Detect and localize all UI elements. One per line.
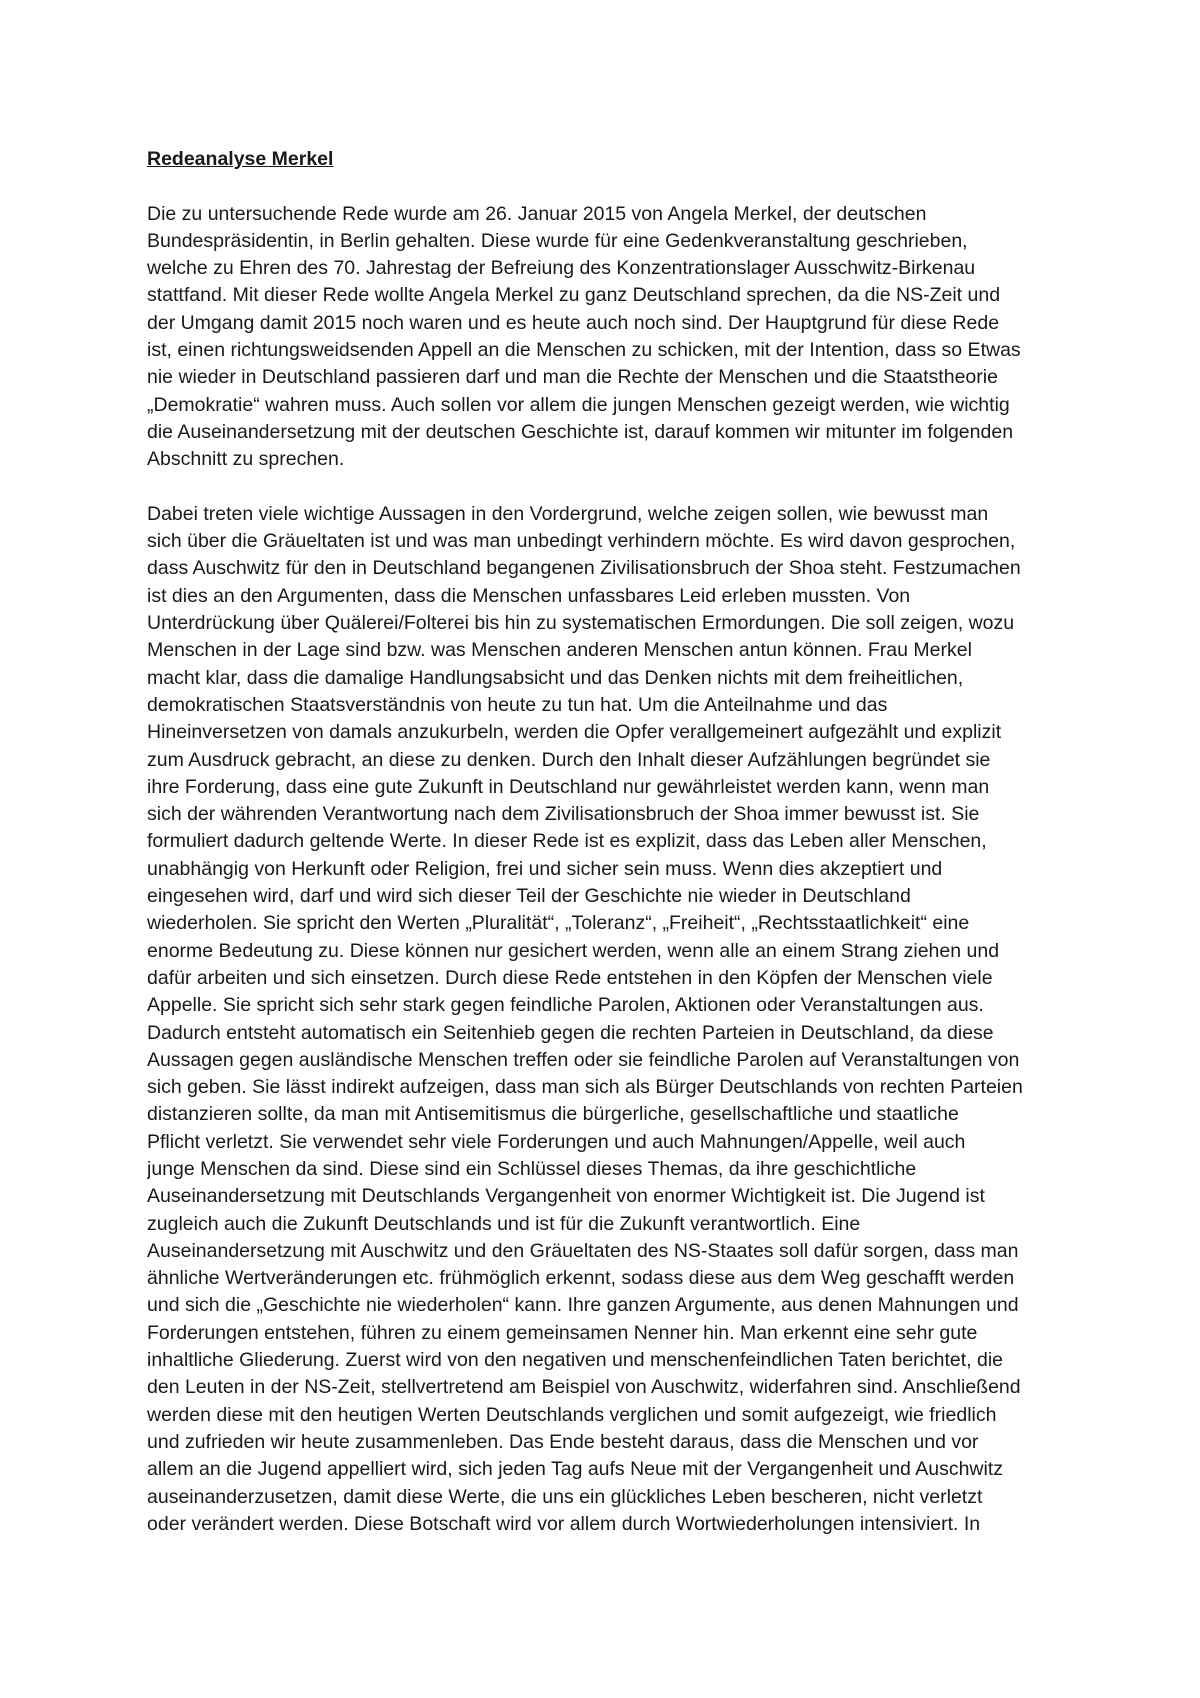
text-line: Auseinandersetzung mit Deutschlands Vergangenheit von enormer Wichtigkeit ist. Die Jugend ist [147, 1185, 985, 1208]
text-line: Abschnitt zu sprechen. [147, 448, 345, 471]
text-line: enorme Bedeutung zu. Diese können nur gesichert werden, wenn alle an einem Strang ziehen und [147, 939, 1000, 962]
paragraph-2 [147, 501, 1053, 1538]
text-line: formuliert dadurch geltende Werte. In dieser Rede ist es explizit, dass das Leben aller Menschen, [147, 830, 987, 853]
text-line: Dabei treten viele wichtige Aussagen in den Vordergrund, welche zeigen sollen, wie bewusst man [147, 502, 989, 525]
text-line: sich geben. Sie lässt indirekt aufzeigen, dass man sich als Bürger Deutschlands von rechten Parteien [147, 1076, 1023, 1099]
text-line: Die zu untersuchende Rede wurde am 26. Januar 2015 von Angela Merkel, der deutschen [147, 202, 927, 225]
text-line: Bundespräsidentin, in Berlin gehalten. Diese wurde für eine Gedenkveranstaltung geschrieben, [147, 229, 968, 252]
text-line: nie wieder in Deutschland passieren darf und man die Rechte der Menschen und die Staatstheorie [147, 366, 998, 389]
paragraph-1 [147, 201, 1053, 474]
text-line: macht klar, dass die damalige Handlungsabsicht und das Denken nichts mit dem freiheitlichen, [147, 666, 964, 689]
text-line: Hineinversetzen von damals anzukurbeln, werden die Opfer verallgemeinert aufgezählt und explizit [147, 721, 1002, 744]
text-line: ähnliche Wertveränderungen etc. frühmöglich erkennt, sodass diese aus dem Weg geschafft werden [147, 1267, 1015, 1290]
text-line: dass Auschwitz für den in Deutschland begangenen Zivilisationsbruch der Shoa steht. Festzumachen [147, 557, 1021, 580]
text-line: Pflicht verletzt. Sie verwendet sehr viele Forderungen und auch Mahnungen/Appelle, weil auch [147, 1130, 966, 1153]
text-line: ist, einen richtungsweidsenden Appell an die Menschen zu schicken, mit der Intention, dass so Etwas [147, 339, 1021, 362]
text-line: Aussagen gegen ausländische Menschen treffen oder sie feindliche Parolen auf Veranstaltungen von [147, 1048, 1020, 1071]
text-line: Auseinandersetzung mit Auschwitz und den Gräueltaten des NS-Staates soll dafür sorgen, dass man [147, 1239, 1019, 1262]
text-line: sich der währenden Verantwortung nach dem Zivilisationsbruch der Shoa immer bewusst ist. Sie [147, 803, 980, 826]
text-line: distanzieren sollte, da man mit Antisemitismus die bürgerliche, gesellschaftliche und staatliche [147, 1103, 959, 1126]
text-line: zugleich auch die Zukunft Deutschlands und ist für die Zukunft verantwortlich. Eine [147, 1212, 861, 1235]
document-title: Redeanalyse Merkel [147, 148, 334, 170]
text-line: demokratischen Staatsverständnis von heute zu tun hat. Um die Anteilnahme und das [147, 693, 888, 716]
text-line: und zufrieden wir heute zusammenleben. Das Ende besteht daraus, dass die Menschen und vor [147, 1430, 979, 1453]
text-line: sich über die Gräueltaten ist und was man unbedingt verhindern möchte. Es wird davon gesprochen, [147, 530, 1016, 553]
document-body [147, 146, 1053, 1565]
text-line: dafür arbeiten und sich einsetzen. Durch diese Rede entstehen in den Köpfen der Menschen viele [147, 966, 993, 989]
text-line: Unterdrückung über Quälerei/Folterei bis hin zu systematischen Ermordungen. Die soll zeigen, wozu [147, 612, 1015, 635]
text-line: und sich die „Geschichte nie wiederholen“ kann. Ihre ganzen Argumente, aus denen Mahnungen und [147, 1294, 1019, 1317]
text-line: den Leuten in der NS-Zeit, stellvertretend am Beispiel von Auschwitz, widerfahren sind. Anschließend [147, 1376, 1021, 1399]
text-line: zum Ausdruck gebracht, an diese zu denken. Durch den Inhalt dieser Aufzählungen begründet sie [147, 748, 991, 771]
text-line: die Auseinandersetzung mit der deutschen Geschichte ist, darauf kommen wir mitunter im folgenden [147, 420, 1014, 443]
text-line: auseinanderzusetzen, damit diese Werte, die uns ein glückliches Leben bescheren, nicht verletzt [147, 1485, 983, 1508]
text-line: allem an die Jugend appelliert wird, sich jeden Tag aufs Neue mit der Vergangenheit und Auschwitz [147, 1458, 1004, 1481]
text-line: eingesehen wird, darf und wird sich dieser Teil der Geschichte nie wieder in Deutschland [147, 885, 911, 908]
text-line: Dadurch entsteht automatisch ein Seitenhieb gegen die rechten Parteien in Deutschland, da diese [147, 1021, 994, 1044]
text-line: ist dies an den Argumenten, dass die Menschen unfassbares Leid erleben mussten. Von [147, 584, 911, 607]
text-line: werden diese mit den heutigen Werten Deutschlands verglichen und somit aufgezeigt, wie friedlich [147, 1403, 997, 1426]
text-line: oder verändert werden. Diese Botschaft wird vor allem durch Wortwiederholungen intensiviert. In [147, 1512, 981, 1535]
text-line: stattfand. Mit dieser Rede wollte Angela Merkel zu ganz Deutschland sprechen, da die NS-Zeit und [147, 284, 1001, 307]
text-line: welche zu Ehren des 70. Jahrestag der Befreiung des Konzentrationslager Ausschwitz-Birkenau [147, 257, 976, 280]
text-line: inhaltliche Gliederung. Zuerst wird von den negativen und menschenfeindlichen Taten berichtet, die [147, 1349, 1004, 1372]
text-line: junge Menschen da sind. Diese sind ein Schlüssel dieses Themas, da ihre geschichtliche [147, 1157, 917, 1180]
text-line: Appelle. Sie spricht sich sehr stark gegen feindliche Parolen, Aktionen oder Veranstaltungen aus. [147, 994, 984, 1017]
text-line: ihre Forderung, dass eine gute Zukunft in Deutschland nur gewährleistet werden kann, wenn man [147, 775, 990, 798]
text-line: unabhängig von Herkunft oder Religion, frei und sicher sein muss. Wenn dies akzeptiert und [147, 857, 943, 880]
text-line: der Umgang damit 2015 noch waren und es heute auch noch sind. Der Hauptgrund für diese Rede [147, 311, 1000, 334]
text-line: wiederholen. Sie spricht den Werten „Pluralität“, „Toleranz“, „Freiheit“, „Rechtsstaatlichkeit“ eine [147, 912, 970, 935]
text-line: Forderungen entstehen, führen zu einem gemeinsamen Nenner hin. Man erkennt eine sehr gute [147, 1321, 978, 1344]
text-line: Menschen in der Lage sind bzw. was Menschen anderen Menschen antun können. Frau Merkel [147, 639, 972, 662]
text-line: „Demokratie“ wahren muss. Auch sollen vor allem die jungen Menschen gezeigt werden, wie wichtig [147, 393, 1010, 416]
